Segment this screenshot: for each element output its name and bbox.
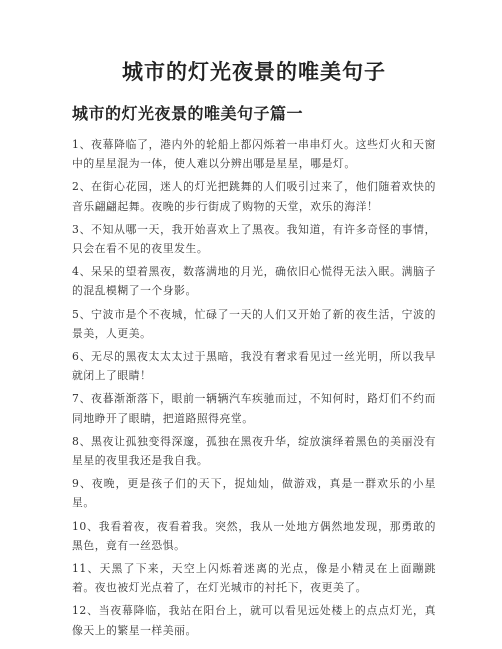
paragraph-9: 9、夜晚，更是孩子们的天下，捉灿灿，做游戏，真是一群欢乐的小星星。: [72, 477, 436, 510]
paragraph-12: 12、当夜幕降临，我站在阳台上，就可以看见远处楼上的点点灯光，真像天上的繁星一样美丽。: [72, 604, 436, 637]
paragraph-6: 6、无尽的黑夜太太太过于黑暗，我没有奢求看见过一丝光明，所以我早就闭上了眼睛！: [72, 350, 436, 383]
paragraph-list: [72, 135, 436, 640]
document-title: 城市的灯光夜景的唯美句子: [122, 59, 386, 84]
paragraph-7: 7、夜暮渐渐落下，眼前一辆辆汽车疾驰而过，不知何时，路灯们不约而同地睁开了眼睛，把道路照得亮堂。: [72, 392, 436, 425]
paragraph-5: 5、宁波市是个不夜城，忙碌了一天的人们又开始了新的夜生活，宁波的景美，人更美。: [72, 307, 436, 340]
section-heading: 城市的灯光夜景的唯美句子篇一: [72, 104, 304, 123]
paragraph-11: 11、天黑了下来，天空上闪烁着迷离的光点，像是小精灵在上面蹦跳着。夜也被灯光点着了，在灯光城市的衬托下，夜更美了。: [72, 562, 436, 595]
paragraph-8: 8、黑夜让孤独变得深邃，孤独在黑夜升华，绽放演绎着黑色的美丽没有星星的夜里我还是我自我。: [72, 434, 436, 468]
paragraph-1: 1、夜幕降临了，港内外的轮船上都闪烁着一串串灯火。这些灯火和天窗中的星星混为一体，使人难以分辨出哪是星星，哪是灯。: [72, 138, 436, 171]
paragraph-10: 10、我看着夜，夜看着我。突然，我从一处地方偶然地发现，那勇敢的黑色，竟有一丝恐惧。: [72, 519, 436, 552]
paragraph-3: 3、不知从哪一天，我开始喜欢上了黑夜。我知道，有许多奇怪的事情，只会在看不见的夜里发生。: [72, 222, 436, 256]
paragraph-2: 2、在街心花园，迷人的灯光把跳舞的人们吸引过来了，他们随着欢快的音乐翩翩起舞。夜晚的步行街成了购物的天堂，欢乐的海洋！: [72, 180, 436, 213]
paragraph-4: 4、呆呆的望着黑夜，数落满地的月光，确依旧心慌得无法入眠。满脑子的混乱模糊了一个身影。: [72, 265, 436, 298]
